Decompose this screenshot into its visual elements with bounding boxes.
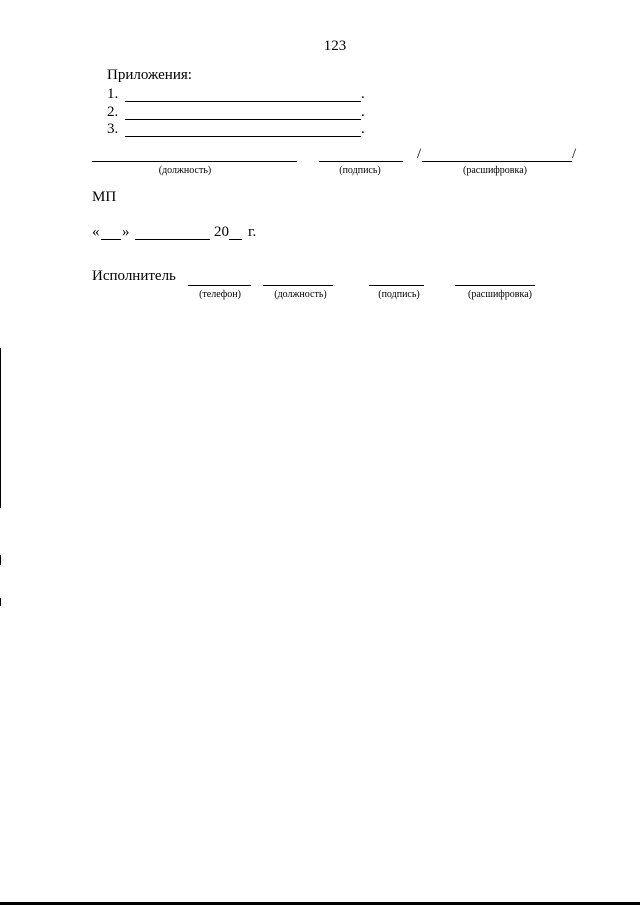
executor-position-line — [263, 285, 333, 286]
attachments-title: Приложения: — [107, 67, 192, 83]
executor-decoding-line — [455, 285, 535, 286]
signature-line — [319, 161, 403, 162]
date-year-suffix: г. — [248, 224, 257, 240]
date-year-line — [229, 239, 242, 240]
executor-signature-line — [369, 285, 424, 286]
attachment-blank-line — [125, 136, 361, 137]
date-day-line — [101, 239, 121, 240]
executor-position-caption: (должность) — [274, 289, 327, 300]
decoding-caption: (расшифровка) — [463, 165, 527, 176]
attachment-number: 1. — [107, 86, 119, 102]
attachment-item-2 — [107, 104, 377, 122]
date-open-quote: « — [92, 224, 100, 240]
attachment-end-dot: . — [361, 86, 365, 102]
date-month-line — [135, 239, 210, 240]
scan-edge-mark — [0, 555, 1, 565]
executor-label: Исполнитель — [92, 268, 176, 284]
executor-phone-line — [188, 285, 251, 286]
date-close-quote: » — [122, 224, 130, 240]
attachment-item-1 — [107, 86, 377, 104]
attachment-item-3 — [107, 121, 377, 139]
signature-caption: (подпись) — [339, 165, 381, 176]
attachment-number: 2. — [107, 104, 119, 120]
attachment-number: 3. — [107, 121, 119, 137]
position-caption: (должность) — [158, 165, 212, 176]
executor-decoding-caption: (расшифровка) — [468, 289, 532, 300]
position-line — [92, 161, 297, 162]
page-number: 123 — [323, 38, 347, 54]
scan-edge-mark — [0, 348, 1, 508]
attachment-end-dot: . — [361, 121, 365, 137]
scan-edge-mark — [0, 598, 1, 606]
attachment-blank-line — [125, 119, 361, 120]
executor-phone-caption: (телефон) — [199, 289, 241, 300]
executor-signature-caption: (подпись) — [378, 289, 420, 300]
decoding-line — [422, 161, 572, 162]
date-year-prefix: 20 — [214, 224, 229, 240]
attachment-end-dot: . — [361, 104, 365, 120]
attachment-blank-line — [125, 101, 361, 102]
slash-left: / — [417, 146, 422, 162]
slash-right: / — [572, 146, 577, 162]
stamp-label: МП — [92, 189, 117, 205]
